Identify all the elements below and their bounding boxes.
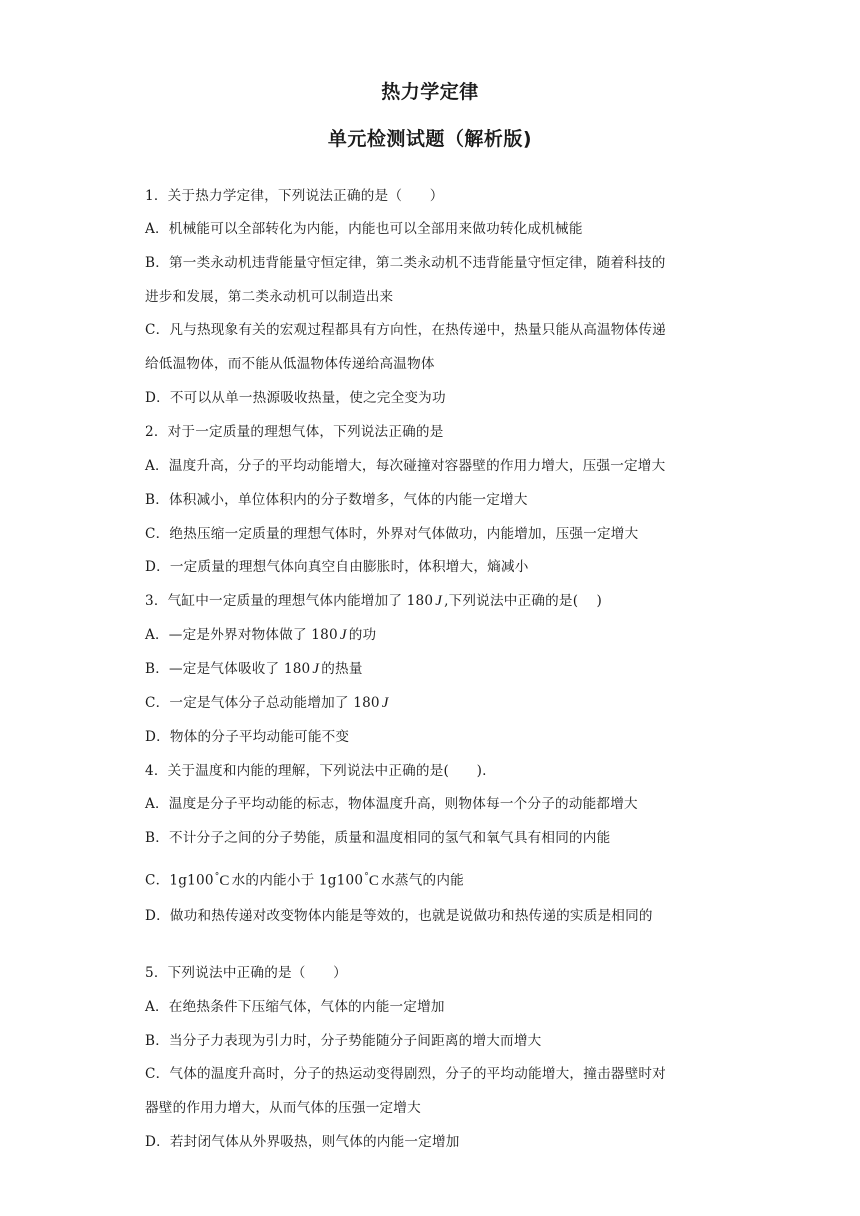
question-2-option-c: C．绝热压缩一定质量的理想气体时，外界对气体做功，内能增加，压强一定增大 — [145, 526, 639, 542]
question-3-option-c — [145, 693, 725, 713]
question-3-stem-tail: ,下列说法中正确的是( ) — [444, 593, 603, 609]
question-1-option-d: D．不可以从单一热源吸收热量，使之完全变为功 — [145, 390, 446, 406]
question-1-option-c-line2: 给低温物体，而不能从低温物体传递给高温物体 — [145, 356, 435, 372]
question-2-option-d: D．一定质量的理想气体向真空自由膨胀时，体积增大，熵减小 — [145, 559, 529, 575]
question-5-option-a: A．在绝热条件下压缩气体，气体的内能一定增加 — [145, 999, 445, 1015]
unit-celsius: C — [368, 872, 380, 889]
question-2-stem: 2．对于一定质量的理想气体，下列说法正确的是 — [145, 424, 444, 440]
unit-joule: J — [435, 593, 443, 609]
degree-symbol: ° — [214, 872, 220, 882]
unit-joule: J — [381, 695, 389, 711]
document-subtitle: 单元检测试题（解析版) — [327, 128, 533, 150]
question-5-option-d: D．若封闭气体从外界吸热，则气体的内能一定增加 — [145, 1134, 460, 1150]
question-4-option-c — [145, 867, 725, 891]
question-3-option-a-text: A．—定是外界对物体做了 180 — [145, 627, 338, 643]
question-4-option-a: A．温度是分子平均动能的标志，物体温度升高，则物体每一个分子的动能都增大 — [145, 796, 638, 812]
question-2-option-b: B．体积减小，单位体积内的分子数增多，气体的内能一定增大 — [145, 492, 528, 508]
question-1-option-b-line1: B．第一类永动机违背能量守恒定律，第二类永动机不违背能量守恒定律，随着科技的 — [145, 255, 666, 271]
unit-joule: J — [312, 661, 320, 677]
question-4-stem: 4．关于温度和内能的理解，下列说法中正确的是( ). — [145, 763, 487, 779]
document-title: 热力学定律 — [381, 81, 479, 103]
question-3-option-c-text: C．一定是气体分子总动能增加了 180 — [145, 695, 380, 711]
question-4-option-c-mid: 水的内能小于 1g100 — [231, 872, 364, 889]
question-5-stem: 5．下列说法中正确的是（ ） — [145, 965, 347, 981]
question-1-option-b-line2: 进步和发展，第二类永动机可以制造出来 — [145, 289, 394, 305]
question-1-option-a: A．机械能可以全部转化为内能，内能也可以全部用来做功转化成机械能 — [145, 221, 583, 237]
question-2-option-a: A．温度升高，分子的平均动能增大，每次碰撞对容器壁的作用力增大，压强一定增大 — [145, 458, 666, 474]
question-3-stem-text: 3．气缸中一定质量的理想气体内能增加了 180 — [145, 593, 434, 609]
question-3-option-a — [145, 625, 725, 645]
question-1-option-c-line1: C．凡与热现象有关的宏观过程都具有方向性，在热传递中，热量只能从高温物体传递 — [145, 322, 666, 338]
question-3-option-b-text: B．—定是气体吸收了 180 — [145, 661, 311, 677]
question-3-option-d: D．物体的分子平均动能可能不变 — [145, 729, 350, 745]
question-5-option-c-line2: 器壁的作用力增大，从而气体的压强一定增大 — [145, 1100, 421, 1116]
unit-joule: J — [339, 627, 347, 643]
question-3-stem — [145, 591, 725, 611]
question-3-option-b-tail: 的热量 — [321, 661, 363, 677]
question-3-option-a-tail: 的功 — [348, 627, 377, 643]
question-5-option-c-line1: C．气体的温度升高时，分子的热运动变得剧烈，分子的平均动能增大，撞击器壁时对 — [145, 1066, 666, 1082]
question-4-option-d: D．做功和热传递对改变物体内能是等效的，也就是说做功和热传递的实质是相同的 — [145, 908, 653, 924]
question-4-option-c-tail: 水蒸气的内能 — [381, 872, 464, 889]
question-4-option-b: B．不计分子之间的分子势能，质量和温度相同的氢气和氧气具有相同的内能 — [145, 830, 611, 846]
unit-celsius: C — [219, 872, 230, 889]
question-3-option-b — [145, 659, 725, 679]
degree-symbol: ° — [364, 872, 369, 882]
question-1-stem: 1．关于热力学定律，下列说法正确的是（ ） — [145, 188, 444, 204]
question-4-option-c-text: C．1g100 — [145, 872, 214, 889]
question-5-option-b: B．当分子力表现为引力时，分子势能随分子间距离的增大而增大 — [145, 1033, 542, 1049]
